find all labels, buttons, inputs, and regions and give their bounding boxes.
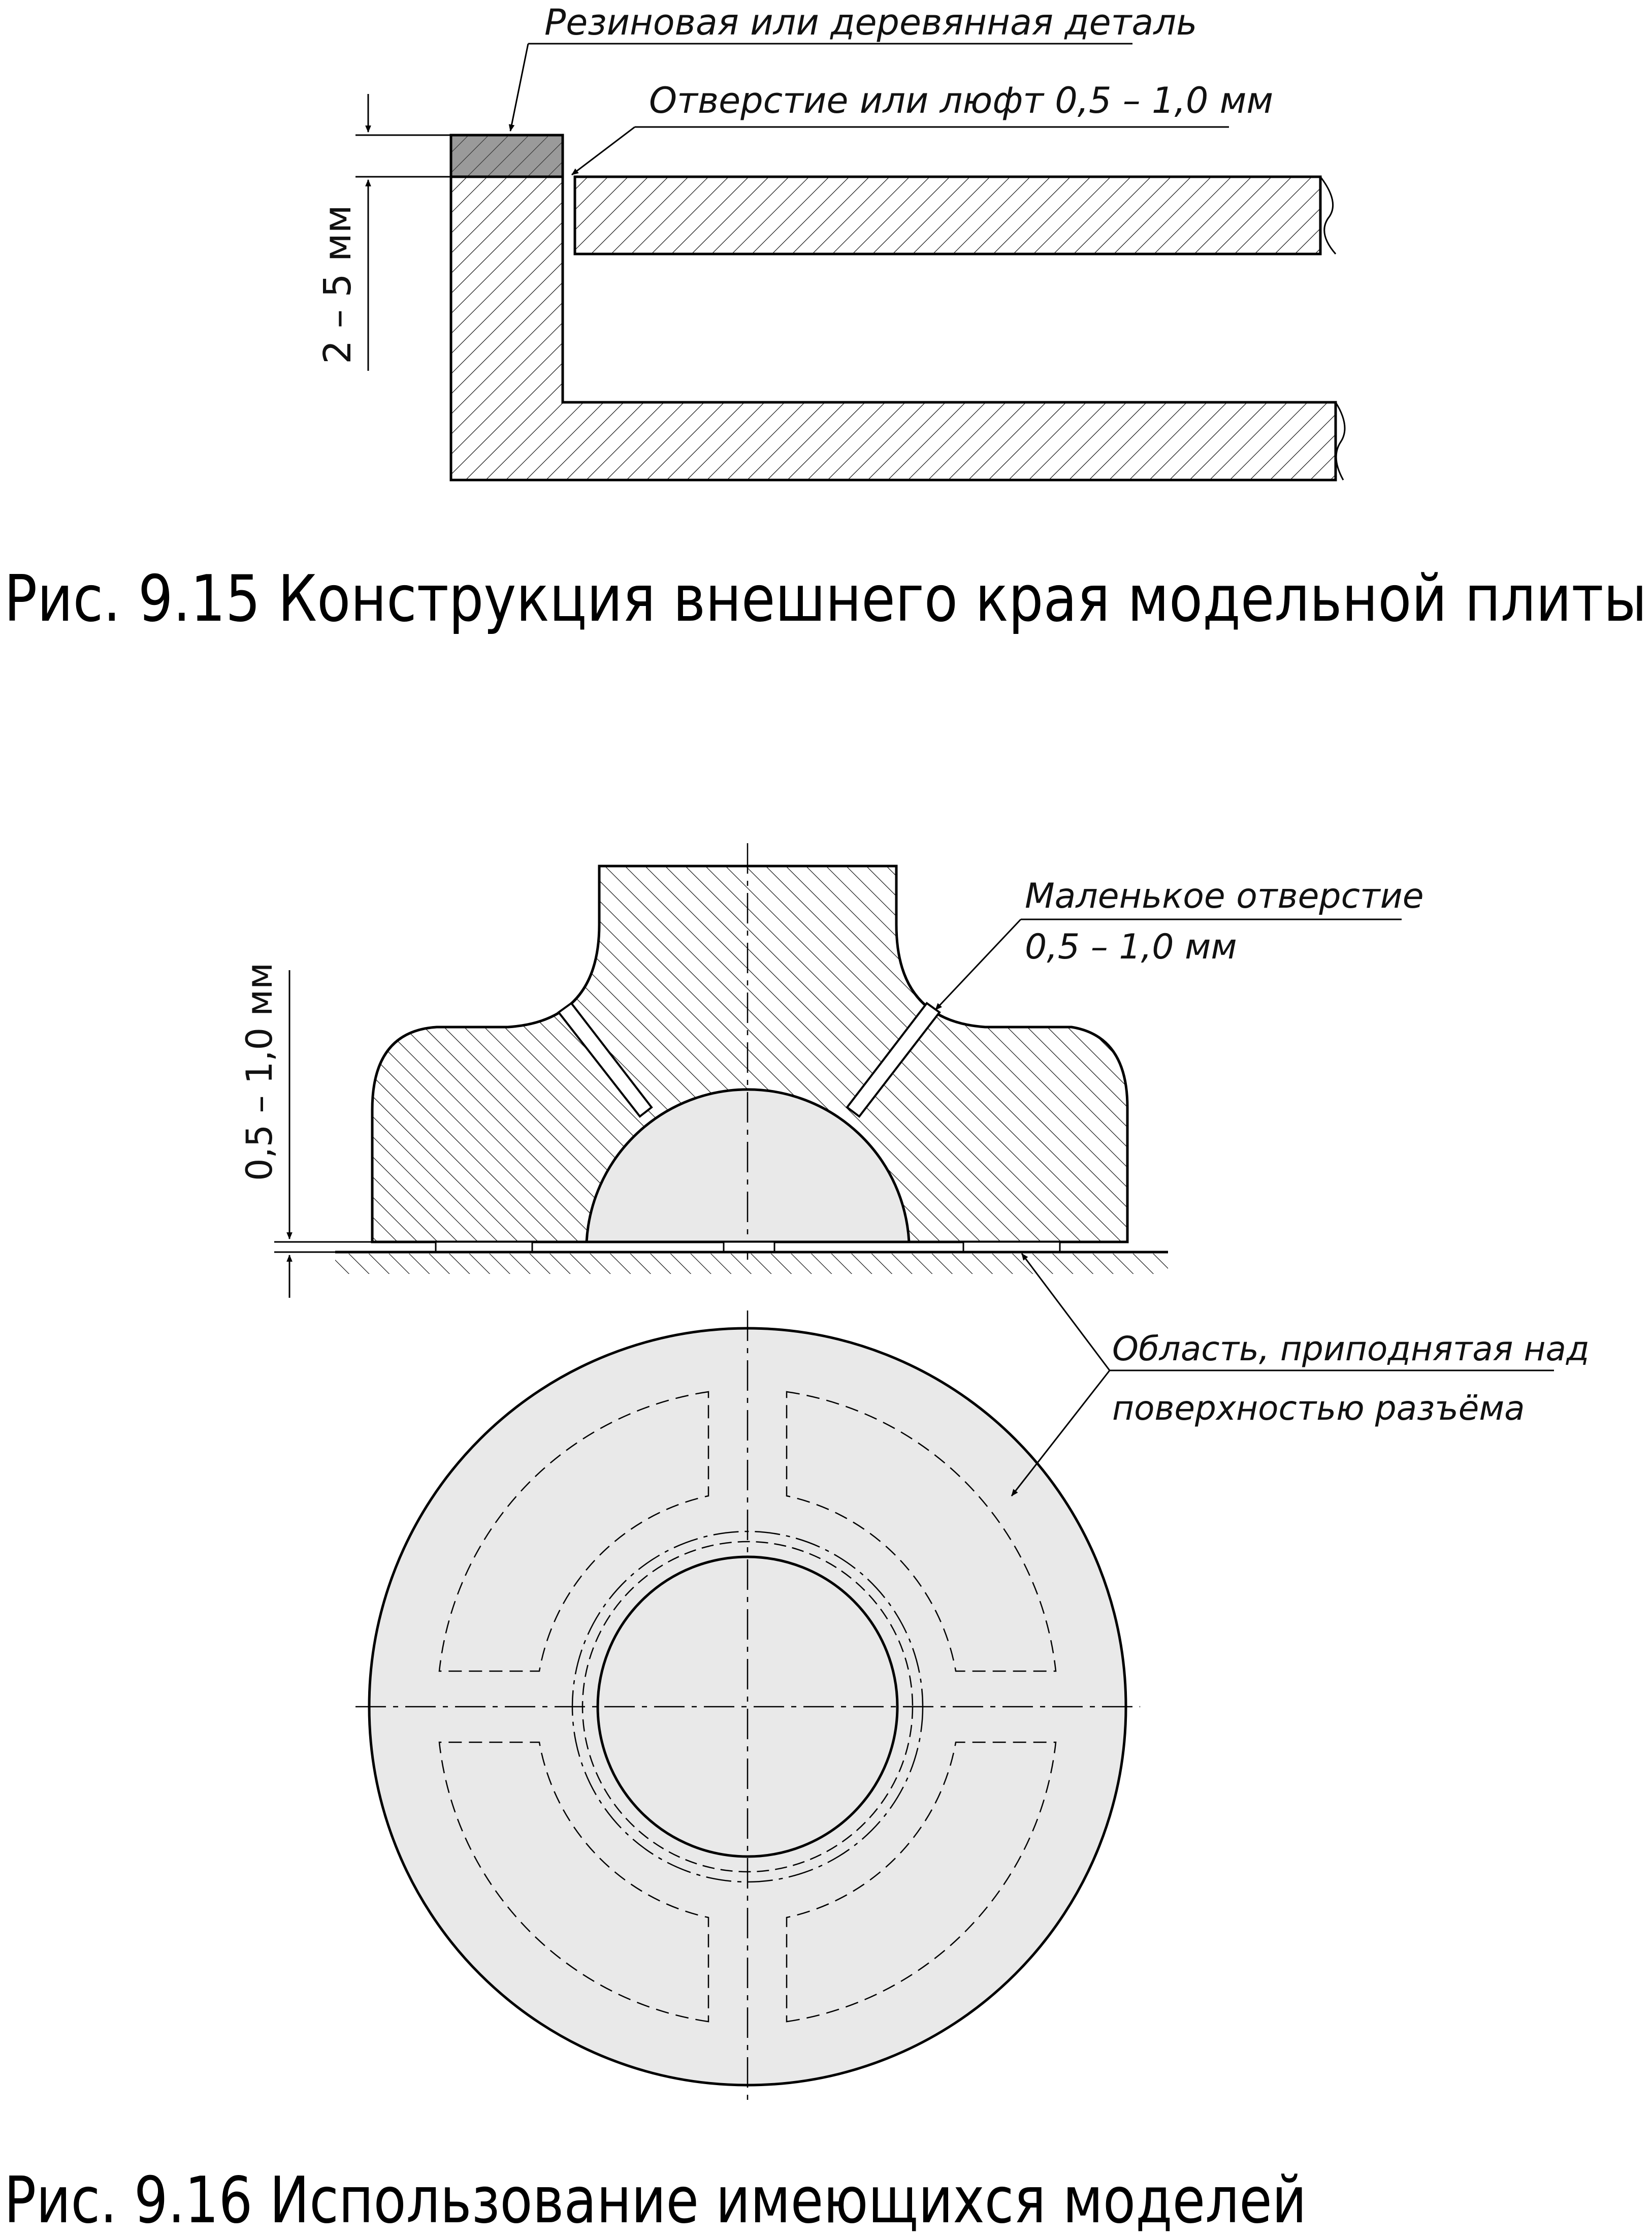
callout-gap: Отверстие или люфт 0,5 – 1,0 мм (649, 80, 1274, 121)
break-line-lower (1336, 402, 1345, 480)
raised-pads (436, 1242, 1060, 1252)
callout-raised-area-line1: Область, приподнятая над (1112, 1329, 1590, 1368)
callout-rubber-wood-part: Резиновая или деревянная деталь (544, 2, 1197, 43)
model-plate-section (575, 177, 1320, 254)
figure-9-16 (4, 843, 1590, 2237)
callout-small-hole-line1: Маленькое отверстие (1025, 876, 1424, 916)
figure-9-15 (4, 2, 1647, 636)
break-line-upper (1320, 177, 1336, 254)
dimension-2-5-mm: 2 – 5 мм (316, 205, 360, 364)
caption-fig-9-15: Рис. 9.15 Конструкция внешнего края модельной плиты (4, 561, 1647, 636)
caption-fig-9-16: Рис. 9.16 Использование имеющихся моделей (4, 2163, 1307, 2237)
dimension-0-5-1-0-mm: 0,5 – 1,0 мм (239, 962, 280, 1181)
callout-small-hole-line2: 0,5 – 1,0 мм (1025, 927, 1237, 967)
callout-raised-area-line2: поверхностью разъёма (1112, 1389, 1525, 1428)
